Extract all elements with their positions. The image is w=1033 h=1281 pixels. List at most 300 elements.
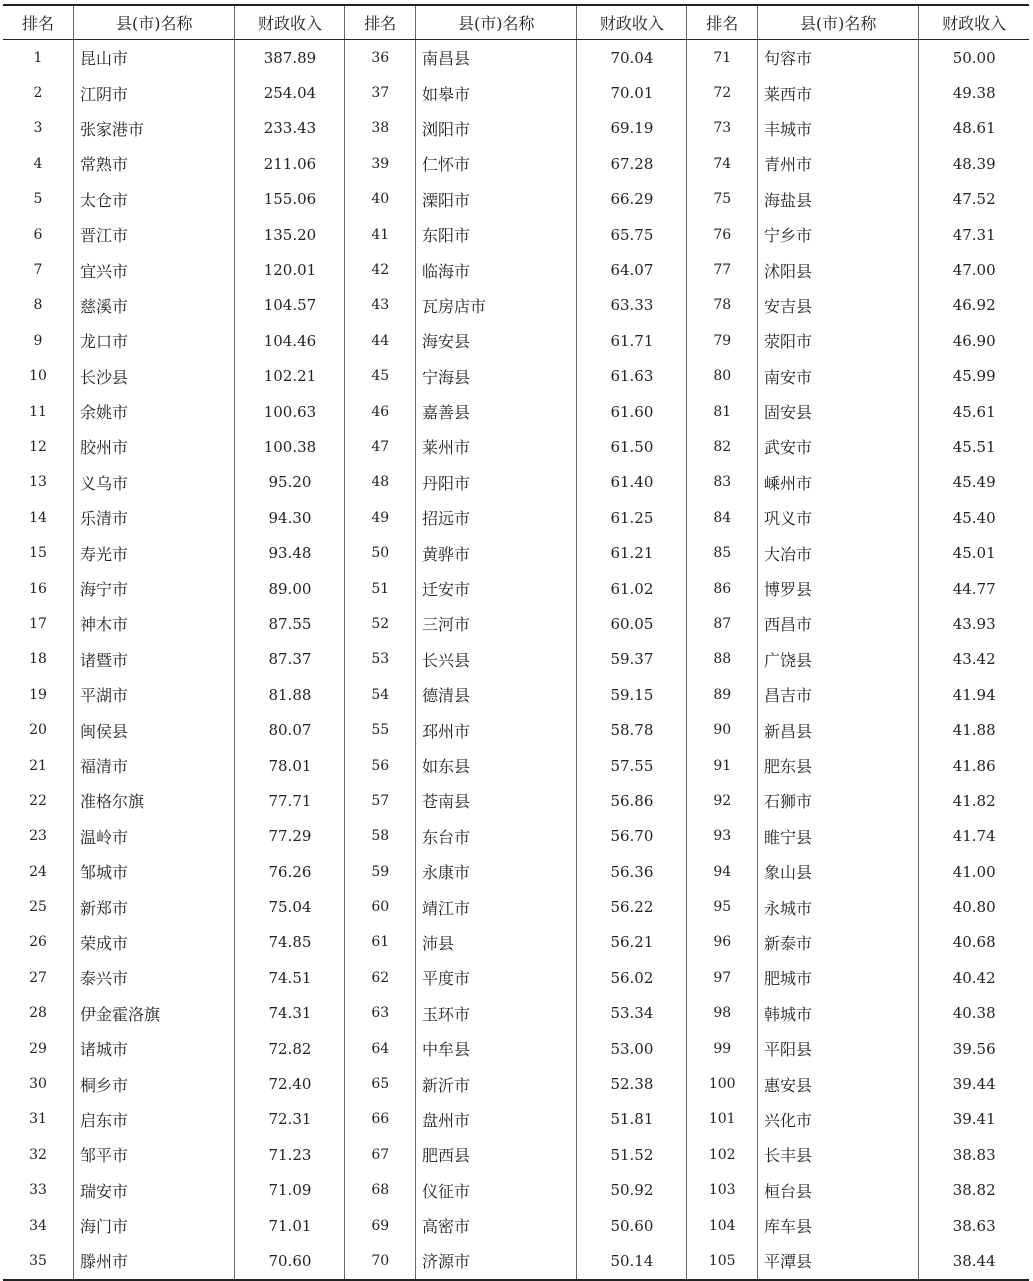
rank-cell: 49: [345, 500, 416, 535]
rank-cell: 96: [687, 925, 758, 960]
county-name-cell: 龙口市: [74, 323, 235, 358]
county-name-cell: 海安县: [416, 323, 577, 358]
header-fiscal-revenue: 财政收入: [235, 5, 345, 40]
rank-cell: 92: [687, 783, 758, 818]
rank-cell: 74: [687, 146, 758, 181]
fiscal-revenue-cell: 65.75: [577, 217, 687, 252]
county-name-cell: 平阳县: [758, 1031, 919, 1066]
table-row: [3, 535, 1029, 570]
county-name-cell: 肥城市: [758, 960, 919, 995]
county-name-cell: 邹平市: [74, 1137, 235, 1172]
header-rank: 排名: [345, 5, 416, 40]
fiscal-revenue-cell: 41.82: [919, 783, 1029, 818]
fiscal-revenue-cell: 53.00: [577, 1031, 687, 1066]
rank-cell: 46: [345, 394, 416, 429]
rank-cell: 85: [687, 535, 758, 570]
fiscal-revenue-cell: 39.41: [919, 1102, 1029, 1137]
county-name-cell: 闽侯县: [74, 712, 235, 747]
fiscal-revenue-cell: 40.42: [919, 960, 1029, 995]
rank-cell: 28: [29, 1005, 47, 1022]
fiscal-revenue-cell: 56.21: [577, 925, 687, 960]
county-name-cell: 莱西市: [758, 75, 919, 110]
fiscal-revenue-cell: 53.34: [577, 996, 687, 1031]
fiscal-revenue-cell: 45.51: [919, 429, 1029, 464]
county-name-cell: 瓦房店市: [416, 288, 577, 323]
county-name-cell: 靖江市: [416, 889, 577, 924]
rank-cell: 51: [345, 571, 416, 606]
fiscal-revenue-cell: 69.19: [577, 111, 687, 146]
rank-cell: 13: [29, 474, 47, 491]
rank-cell: 61: [345, 925, 416, 960]
county-name-cell: 江阴市: [74, 75, 235, 110]
rank-cell: 21: [29, 757, 47, 774]
fiscal-revenue-cell: 87.55: [235, 606, 345, 641]
rank-cell: 90: [687, 712, 758, 747]
rank-cell: 102: [687, 1137, 758, 1172]
fiscal-revenue-cell: 51.81: [577, 1102, 687, 1137]
rank-cell: 78: [687, 288, 758, 323]
rank-cell: 84: [687, 500, 758, 535]
fiscal-revenue-cell: 48.39: [919, 146, 1029, 181]
rank-cell: 103: [687, 1173, 758, 1208]
county-name-cell: 丰城市: [758, 111, 919, 146]
rank-cell: 11: [29, 403, 47, 420]
county-name-cell: 准格尔旗: [74, 783, 235, 818]
county-name-cell: 新泰市: [758, 925, 919, 960]
fiscal-revenue-cell: 104.46: [235, 323, 345, 358]
header-county-name: 县(市)名称: [74, 5, 235, 40]
table-row: [3, 500, 1029, 535]
rank-cell: 9: [33, 332, 43, 349]
county-name-cell: 宜兴市: [74, 252, 235, 287]
county-name-cell: 青州市: [758, 146, 919, 181]
rank-cell: 99: [687, 1031, 758, 1066]
fiscal-revenue-cell: 78.01: [235, 748, 345, 783]
table-row: [3, 783, 1029, 818]
rank-cell: 1: [33, 49, 43, 66]
fiscal-revenue-cell: 61.50: [577, 429, 687, 464]
table-row: [3, 40, 1029, 76]
county-name-cell: 长兴县: [416, 642, 577, 677]
county-name-cell: 启东市: [74, 1102, 235, 1137]
table-body: [3, 40, 1029, 1280]
header-rank: 排名: [3, 5, 74, 40]
fiscal-revenue-cell: 47.00: [919, 252, 1029, 287]
rank-cell: 68: [345, 1173, 416, 1208]
county-name-cell: 胶州市: [74, 429, 235, 464]
county-name-cell: 盘州市: [416, 1102, 577, 1137]
county-name-cell: 福清市: [74, 748, 235, 783]
fiscal-revenue-cell: 41.74: [919, 819, 1029, 854]
rank-cell: 94: [687, 854, 758, 889]
county-name-cell: 海盐县: [758, 182, 919, 217]
table-row: [3, 571, 1029, 606]
fiscal-revenue-cell: 61.71: [577, 323, 687, 358]
fiscal-revenue-cell: 72.40: [235, 1066, 345, 1101]
table-row: [3, 712, 1029, 747]
table-row: [3, 323, 1029, 358]
fiscal-revenue-cell: 72.82: [235, 1031, 345, 1066]
fiscal-revenue-cell: 38.82: [919, 1173, 1029, 1208]
fiscal-revenue-cell: 61.02: [577, 571, 687, 606]
rank-cell: 47: [345, 429, 416, 464]
rank-cell: 6: [33, 226, 43, 243]
rank-cell: 91: [687, 748, 758, 783]
fiscal-revenue-cell: 39.44: [919, 1066, 1029, 1101]
fiscal-revenue-cell: 70.60: [235, 1243, 345, 1279]
county-name-cell: 平湖市: [74, 677, 235, 712]
county-name-cell: 博罗县: [758, 571, 919, 606]
county-name-cell: 海门市: [74, 1208, 235, 1243]
county-name-cell: 溧阳市: [416, 182, 577, 217]
rank-cell: 30: [29, 1076, 47, 1093]
county-name-cell: 睢宁县: [758, 819, 919, 854]
fiscal-revenue-cell: 56.70: [577, 819, 687, 854]
table-row: [3, 182, 1029, 217]
fiscal-revenue-cell: 100.63: [235, 394, 345, 429]
county-name-cell: 诸城市: [74, 1031, 235, 1066]
table-row: [3, 606, 1029, 641]
table-row: [3, 1208, 1029, 1243]
fiscal-revenue-cell: 41.00: [919, 854, 1029, 889]
county-name-cell: 平度市: [416, 960, 577, 995]
county-name-cell: 桓台县: [758, 1173, 919, 1208]
fiscal-revenue-cell: 48.61: [919, 111, 1029, 146]
county-name-cell: 兴化市: [758, 1102, 919, 1137]
table-row: [3, 111, 1029, 146]
county-name-cell: 晋江市: [74, 217, 235, 252]
rank-cell: 83: [687, 465, 758, 500]
rank-cell: 37: [345, 75, 416, 110]
table-row: [3, 217, 1029, 252]
rank-cell: 41: [345, 217, 416, 252]
county-name-cell: 永康市: [416, 854, 577, 889]
fiscal-revenue-cell: 50.60: [577, 1208, 687, 1243]
fiscal-revenue-cell: 155.06: [235, 182, 345, 217]
rank-cell: 44: [345, 323, 416, 358]
rank-cell: 34: [29, 1217, 47, 1234]
fiscal-revenue-cell: 71.09: [235, 1173, 345, 1208]
fiscal-revenue-cell: 59.37: [577, 642, 687, 677]
fiscal-revenue-cell: 74.51: [235, 960, 345, 995]
county-name-cell: 东阳市: [416, 217, 577, 252]
county-name-cell: 荣成市: [74, 925, 235, 960]
fiscal-revenue-cell: 45.49: [919, 465, 1029, 500]
county-name-cell: 三河市: [416, 606, 577, 641]
table-row: [3, 854, 1029, 889]
county-name-cell: 沭阳县: [758, 252, 919, 287]
county-name-cell: 新昌县: [758, 712, 919, 747]
fiscal-revenue-cell: 56.36: [577, 854, 687, 889]
county-name-cell: 苍南县: [416, 783, 577, 818]
county-name-cell: 瑞安市: [74, 1173, 235, 1208]
table-row: [3, 1066, 1029, 1101]
county-name-cell: 象山县: [758, 854, 919, 889]
fiscal-revenue-cell: 46.90: [919, 323, 1029, 358]
county-name-cell: 邹城市: [74, 854, 235, 889]
fiscal-revenue-cell: 41.86: [919, 748, 1029, 783]
fiscal-revenue-cell: 135.20: [235, 217, 345, 252]
rank-cell: 23: [29, 828, 47, 845]
table-row: [3, 429, 1029, 464]
fiscal-revenue-cell: 60.05: [577, 606, 687, 641]
county-name-cell: 义乌市: [74, 465, 235, 500]
county-name-cell: 神木市: [74, 606, 235, 641]
rank-cell: 73: [687, 111, 758, 146]
county-name-cell: 仁怀市: [416, 146, 577, 181]
county-name-cell: 海宁市: [74, 571, 235, 606]
county-name-cell: 巩义市: [758, 500, 919, 535]
county-name-cell: 滕州市: [74, 1243, 235, 1279]
table-row: [3, 925, 1029, 960]
table-row: [3, 1031, 1029, 1066]
county-name-cell: 石狮市: [758, 783, 919, 818]
fiscal-revenue-cell: 59.15: [577, 677, 687, 712]
county-name-cell: 东台市: [416, 819, 577, 854]
rank-cell: 87: [687, 606, 758, 641]
fiscal-revenue-cell: 38.44: [919, 1243, 1029, 1279]
fiscal-revenue-cell: 47.31: [919, 217, 1029, 252]
fiscal-revenue-cell: 71.01: [235, 1208, 345, 1243]
rank-cell: 62: [345, 960, 416, 995]
county-name-cell: 仪征市: [416, 1173, 577, 1208]
fiscal-revenue-cell: 93.48: [235, 535, 345, 570]
fiscal-revenue-cell: 51.52: [577, 1137, 687, 1172]
fiscal-revenue-cell: 61.40: [577, 465, 687, 500]
rank-cell: 15: [29, 545, 47, 562]
county-name-cell: 临海市: [416, 252, 577, 287]
rank-cell: 105: [687, 1243, 758, 1279]
county-name-cell: 固安县: [758, 394, 919, 429]
fiscal-revenue-cell: 72.31: [235, 1102, 345, 1137]
fiscal-revenue-cell: 39.56: [919, 1031, 1029, 1066]
county-name-cell: 平潭县: [758, 1243, 919, 1279]
rank-cell: 16: [29, 580, 47, 597]
fiscal-revenue-cell: 40.80: [919, 889, 1029, 924]
fiscal-revenue-cell: 46.92: [919, 288, 1029, 323]
rank-cell: 27: [29, 969, 47, 986]
county-name-cell: 长丰县: [758, 1137, 919, 1172]
rank-cell: 88: [687, 642, 758, 677]
rank-cell: 22: [29, 792, 47, 809]
county-name-cell: 德清县: [416, 677, 577, 712]
county-name-cell: 肥西县: [416, 1137, 577, 1172]
county-name-cell: 余姚市: [74, 394, 235, 429]
county-name-cell: 慈溪市: [74, 288, 235, 323]
rank-cell: 57: [345, 783, 416, 818]
rank-cell: 53: [345, 642, 416, 677]
rank-cell: 50: [345, 535, 416, 570]
fiscal-revenue-cell: 61.21: [577, 535, 687, 570]
county-name-cell: 永城市: [758, 889, 919, 924]
county-name-cell: 库车县: [758, 1208, 919, 1243]
table-row: [3, 75, 1029, 110]
county-name-cell: 长沙县: [74, 359, 235, 394]
fiscal-revenue-cell: 74.31: [235, 996, 345, 1031]
county-name-cell: 伊金霍洛旗: [74, 996, 235, 1031]
rank-cell: 24: [29, 863, 47, 880]
county-name-cell: 嵊州市: [758, 465, 919, 500]
county-name-cell: 武安市: [758, 429, 919, 464]
county-name-cell: 昆山市: [74, 40, 235, 76]
rank-cell: 48: [345, 465, 416, 500]
fiscal-revenue-cell: 74.85: [235, 925, 345, 960]
rank-cell: 72: [687, 75, 758, 110]
county-name-cell: 寿光市: [74, 535, 235, 570]
table-row: [3, 819, 1029, 854]
rank-cell: 76: [687, 217, 758, 252]
table-row: [3, 677, 1029, 712]
county-name-cell: 安吉县: [758, 288, 919, 323]
fiscal-revenue-cell: 61.25: [577, 500, 687, 535]
fiscal-revenue-cell: 45.61: [919, 394, 1029, 429]
fiscal-revenue-cell: 95.20: [235, 465, 345, 500]
rank-cell: 14: [29, 509, 47, 526]
fiscal-revenue-cell: 75.04: [235, 889, 345, 924]
county-name-cell: 张家港市: [74, 111, 235, 146]
fiscal-revenue-cell: 45.99: [919, 359, 1029, 394]
county-name-cell: 诸暨市: [74, 642, 235, 677]
county-name-cell: 广饶县: [758, 642, 919, 677]
fiscal-revenue-cell: 67.28: [577, 146, 687, 181]
rank-cell: 66: [345, 1102, 416, 1137]
table-row: [3, 1102, 1029, 1137]
fiscal-revenue-cell: 76.26: [235, 854, 345, 889]
rank-cell: 97: [687, 960, 758, 995]
rank-cell: 25: [29, 899, 47, 916]
table-row: [3, 465, 1029, 500]
fiscal-revenue-cell: 61.63: [577, 359, 687, 394]
fiscal-revenue-cell: 56.22: [577, 889, 687, 924]
rank-cell: 58: [345, 819, 416, 854]
rank-cell: 3: [33, 120, 43, 137]
rank-cell: 4: [33, 155, 43, 172]
rank-cell: 18: [29, 651, 47, 668]
table-row: [3, 748, 1029, 783]
ranking-table: [3, 4, 1029, 1281]
county-name-cell: 太仓市: [74, 182, 235, 217]
fiscal-revenue-cell: 45.40: [919, 500, 1029, 535]
rank-cell: 79: [687, 323, 758, 358]
county-name-cell: 大冶市: [758, 535, 919, 570]
county-name-cell: 浏阳市: [416, 111, 577, 146]
county-name-cell: 西昌市: [758, 606, 919, 641]
rank-cell: 29: [29, 1040, 47, 1057]
rank-cell: 38: [345, 111, 416, 146]
county-name-cell: 中牟县: [416, 1031, 577, 1066]
county-name-cell: 泰兴市: [74, 960, 235, 995]
rank-cell: 26: [29, 934, 47, 951]
rank-cell: 101: [687, 1102, 758, 1137]
fiscal-revenue-cell: 40.68: [919, 925, 1029, 960]
table-row: [3, 642, 1029, 677]
rank-cell: 12: [29, 438, 47, 455]
fiscal-revenue-cell: 233.43: [235, 111, 345, 146]
county-name-cell: 宁乡市: [758, 217, 919, 252]
fiscal-revenue-cell: 58.78: [577, 712, 687, 747]
fiscal-revenue-cell: 52.38: [577, 1066, 687, 1101]
rank-cell: 82: [687, 429, 758, 464]
rank-cell: 33: [29, 1182, 47, 1199]
rank-cell: 31: [29, 1111, 47, 1128]
county-name-cell: 乐清市: [74, 500, 235, 535]
fiscal-revenue-cell: 43.93: [919, 606, 1029, 641]
rank-cell: 7: [33, 262, 43, 279]
fiscal-revenue-cell: 81.88: [235, 677, 345, 712]
fiscal-revenue-cell: 70.01: [577, 75, 687, 110]
rank-cell: 86: [687, 571, 758, 606]
fiscal-revenue-cell: 50.92: [577, 1173, 687, 1208]
rank-cell: 75: [687, 182, 758, 217]
fiscal-revenue-cell: 50.14: [577, 1243, 687, 1279]
rank-cell: 40: [345, 182, 416, 217]
table-row: [3, 394, 1029, 429]
fiscal-revenue-cell: 56.02: [577, 960, 687, 995]
table-row: [3, 889, 1029, 924]
rank-cell: 45: [345, 359, 416, 394]
county-name-cell: 黄骅市: [416, 535, 577, 570]
county-name-cell: 新郑市: [74, 889, 235, 924]
county-name-cell: 新沂市: [416, 1066, 577, 1101]
rank-cell: 35: [3, 1243, 74, 1279]
rank-cell: 8: [33, 297, 43, 314]
rank-cell: 55: [345, 712, 416, 747]
fiscal-revenue-cell: 120.01: [235, 252, 345, 287]
rank-cell: 20: [29, 722, 47, 739]
county-name-cell: 昌吉市: [758, 677, 919, 712]
fiscal-revenue-cell: 38.63: [919, 1208, 1029, 1243]
county-name-cell: 如皋市: [416, 75, 577, 110]
rank-cell: 69: [345, 1208, 416, 1243]
county-name-cell: 惠安县: [758, 1066, 919, 1101]
rank-cell: 10: [29, 368, 47, 385]
county-name-cell: 沛县: [416, 925, 577, 960]
county-name-cell: 南安市: [758, 359, 919, 394]
table-row: [3, 1243, 1029, 1279]
rank-cell: 80: [687, 359, 758, 394]
fiscal-revenue-cell: 56.86: [577, 783, 687, 818]
rank-cell: 56: [345, 748, 416, 783]
rank-cell: 100: [687, 1066, 758, 1101]
county-name-cell: 邳州市: [416, 712, 577, 747]
fiscal-revenue-cell: 38.83: [919, 1137, 1029, 1172]
fiscal-revenue-cell: 61.60: [577, 394, 687, 429]
rank-cell: 54: [345, 677, 416, 712]
county-name-cell: 迁安市: [416, 571, 577, 606]
fiscal-revenue-cell: 63.33: [577, 288, 687, 323]
county-name-cell: 济源市: [416, 1243, 577, 1279]
rank-cell: 89: [687, 677, 758, 712]
fiscal-revenue-cell: 254.04: [235, 75, 345, 110]
county-name-cell: 肥东县: [758, 748, 919, 783]
rank-cell: 104: [687, 1208, 758, 1243]
rank-cell: 81: [687, 394, 758, 429]
rank-cell: 5: [33, 191, 43, 208]
fiscal-revenue-cell: 41.94: [919, 677, 1029, 712]
fiscal-revenue-cell: 40.38: [919, 996, 1029, 1031]
header-row: [3, 5, 1029, 40]
rank-cell: 2: [33, 85, 43, 102]
fiscal-revenue-cell: 44.77: [919, 571, 1029, 606]
county-name-cell: 莱州市: [416, 429, 577, 464]
table-row: [3, 996, 1029, 1031]
header-county-name: 县(市)名称: [416, 5, 577, 40]
fiscal-revenue-cell: 89.00: [235, 571, 345, 606]
county-name-cell: 嘉善县: [416, 394, 577, 429]
rank-cell: 42: [345, 252, 416, 287]
fiscal-revenue-cell: 66.29: [577, 182, 687, 217]
county-name-cell: 常熟市: [74, 146, 235, 181]
